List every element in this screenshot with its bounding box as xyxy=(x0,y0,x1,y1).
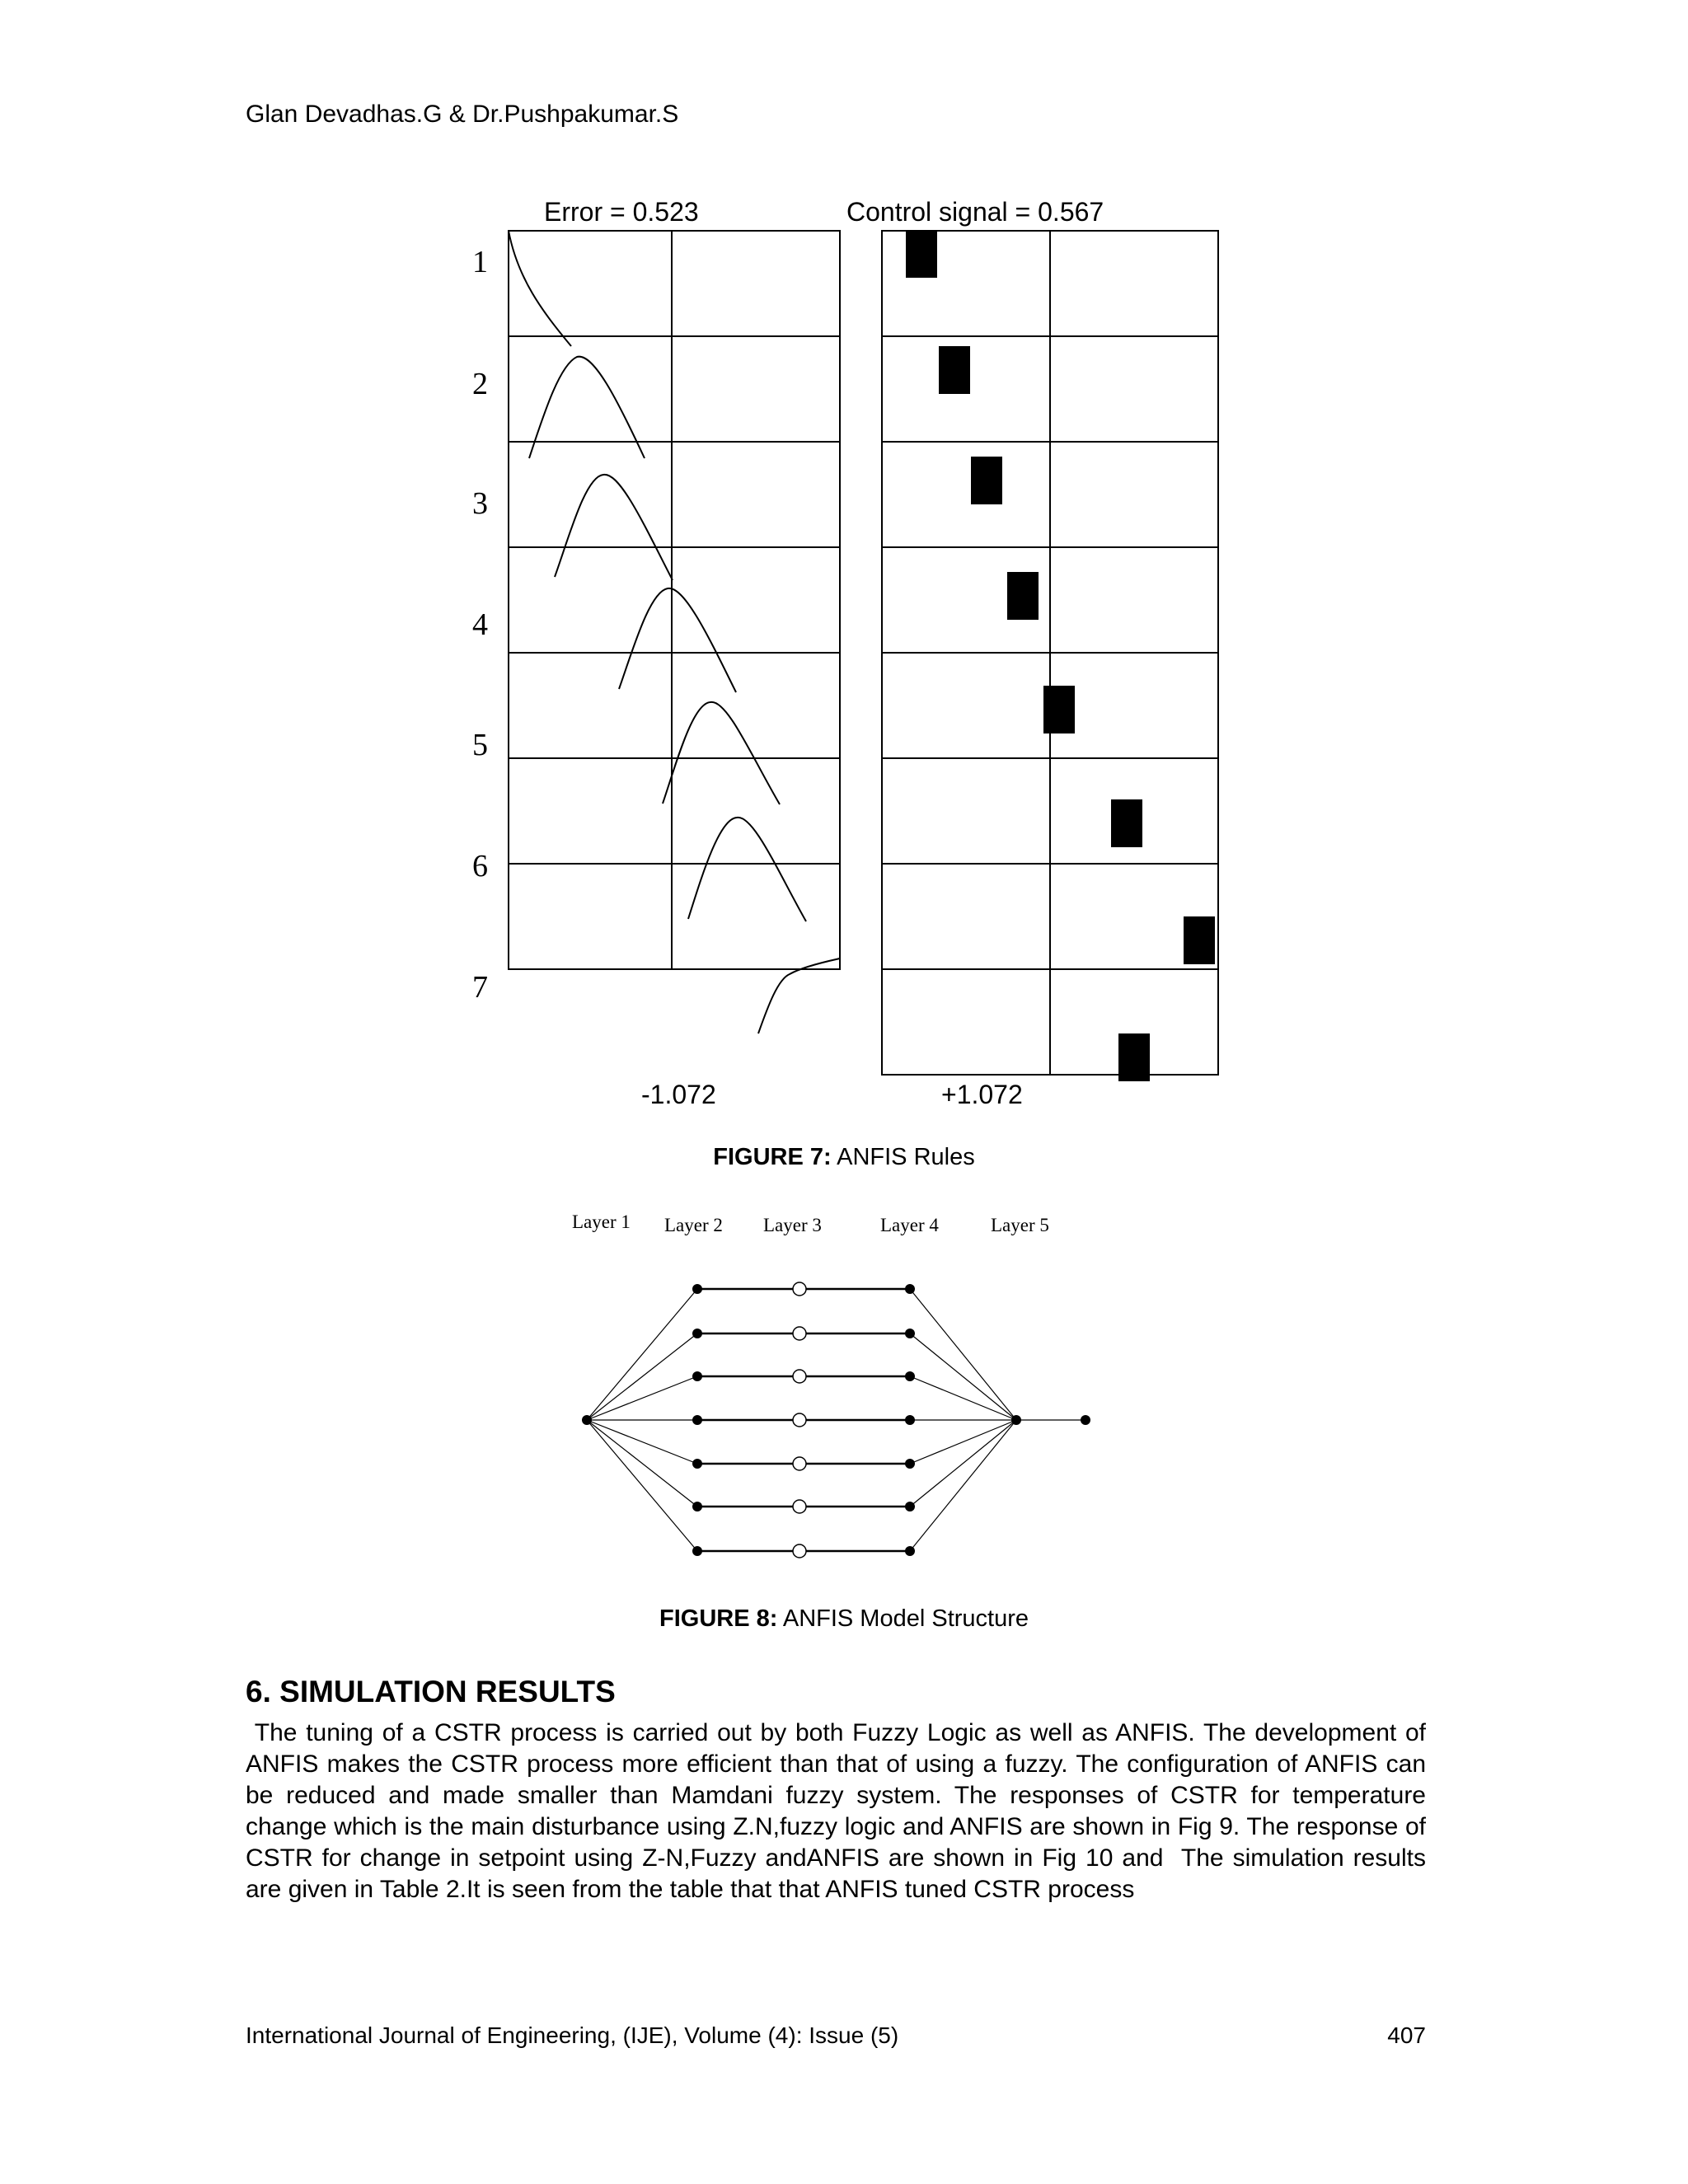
membership-curve-2 xyxy=(529,357,645,458)
running-header-authors: Glan Devadhas.G & Dr.Pushpakumar.S xyxy=(246,101,679,128)
row-number-5: 5 xyxy=(472,728,488,762)
row-number-7: 7 xyxy=(472,970,488,1005)
footer-page-number: 407 xyxy=(1387,2022,1426,2048)
layer3-node xyxy=(793,1413,806,1427)
output-bar-7 xyxy=(1184,916,1215,964)
layer4-node xyxy=(905,1284,915,1294)
membership-curve-1 xyxy=(509,231,571,346)
figure-7-caption-text: ANFIS Rules xyxy=(831,1144,975,1170)
layer-label-1: Layer 1 xyxy=(572,1212,631,1232)
layer-label-2: Layer 2 xyxy=(664,1215,723,1235)
summation-node xyxy=(1011,1415,1021,1425)
layer3-node xyxy=(793,1544,806,1558)
layer3-node xyxy=(793,1370,806,1383)
row-number-4: 4 xyxy=(472,607,488,642)
layer2-node xyxy=(692,1546,702,1556)
row-number-2: 2 xyxy=(472,367,488,401)
output-bar-5 xyxy=(1043,686,1075,733)
figure-7-anfis-rules xyxy=(462,188,1236,1111)
layer3-node xyxy=(793,1327,806,1340)
output-bar-4 xyxy=(1007,572,1039,620)
output-bar-8 xyxy=(1118,1033,1150,1081)
figure-7-caption xyxy=(0,1144,1688,1171)
layer-label-3: Layer 3 xyxy=(763,1215,822,1235)
row-number-6: 6 xyxy=(472,849,488,883)
membership-curve-6 xyxy=(688,818,806,921)
control-signal-title: Control signal = 0.567 xyxy=(846,197,1104,227)
layer2-node xyxy=(692,1459,702,1469)
layer2-node xyxy=(692,1284,702,1294)
layer-label-5: Layer 5 xyxy=(991,1215,1049,1235)
output-bar-3 xyxy=(971,457,1002,504)
layer4-node xyxy=(905,1415,915,1425)
footer-journal: International Journal of Engineering, (IJE), Volume (4): Issue (5) xyxy=(246,2022,899,2048)
row-number-3: 3 xyxy=(472,486,488,521)
layer2-node xyxy=(692,1502,702,1511)
membership-curve-4 xyxy=(619,588,736,692)
section-heading: 6. SIMULATION RESULTS xyxy=(246,1675,616,1708)
error-title: Error = 0.523 xyxy=(544,197,699,227)
output-bar-1 xyxy=(906,230,937,278)
layer3-node xyxy=(793,1457,806,1470)
right-axis-label: +1.072 xyxy=(941,1080,1023,1109)
figure-7-caption-label: FIGURE 7: xyxy=(713,1144,832,1170)
input-node xyxy=(582,1415,592,1425)
figure-8-caption-label: FIGURE 8: xyxy=(659,1605,778,1632)
layer4-node xyxy=(905,1329,915,1338)
membership-curve-5 xyxy=(663,702,780,804)
layer-label-4: Layer 4 xyxy=(880,1215,939,1235)
figure-8-caption xyxy=(0,1605,1688,1633)
layer4-node xyxy=(905,1502,915,1511)
output-bar-2 xyxy=(939,346,970,394)
row-number-1: 1 xyxy=(472,245,488,279)
output-node xyxy=(1081,1415,1090,1425)
layer3-node xyxy=(793,1500,806,1513)
output-bar-6 xyxy=(1111,799,1142,847)
layer4-node xyxy=(905,1371,915,1381)
layer2-node xyxy=(692,1329,702,1338)
left-axis-label: -1.072 xyxy=(641,1080,716,1109)
figure-8-anfis-structure xyxy=(560,1203,1104,1566)
layer4-node xyxy=(905,1459,915,1469)
figure-8-caption-text: ANFIS Model Structure xyxy=(777,1605,1029,1632)
membership-curve-3 xyxy=(555,475,673,580)
layer4-node xyxy=(905,1546,915,1556)
left-grid-frame xyxy=(509,231,840,969)
section-body-paragraph: The tuning of a CSTR process is carried out by both Fuzzy Logic as well as ANFIS. The development of ANFIS makes the CSTR process more efficient than that of using a fuzzy. The configuration of ANFIS can be reduced and made smaller than Mamdani fuzzy system. The responses of CSTR for temperature change which is the main disturbance using Z.N,fuzzy logic and ANFIS are shown in Fig 9. The response of CSTR for change in setpoint using Z-N,Fuzzy andANFIS are shown in Fig 10 and The simulation results are given in Table 2.It is seen from the table that that ANFIS tuned CSTR process xyxy=(246,1719,1433,1903)
layer3-node xyxy=(793,1282,806,1296)
layer2-node xyxy=(692,1371,702,1381)
layer2-node xyxy=(692,1415,702,1425)
